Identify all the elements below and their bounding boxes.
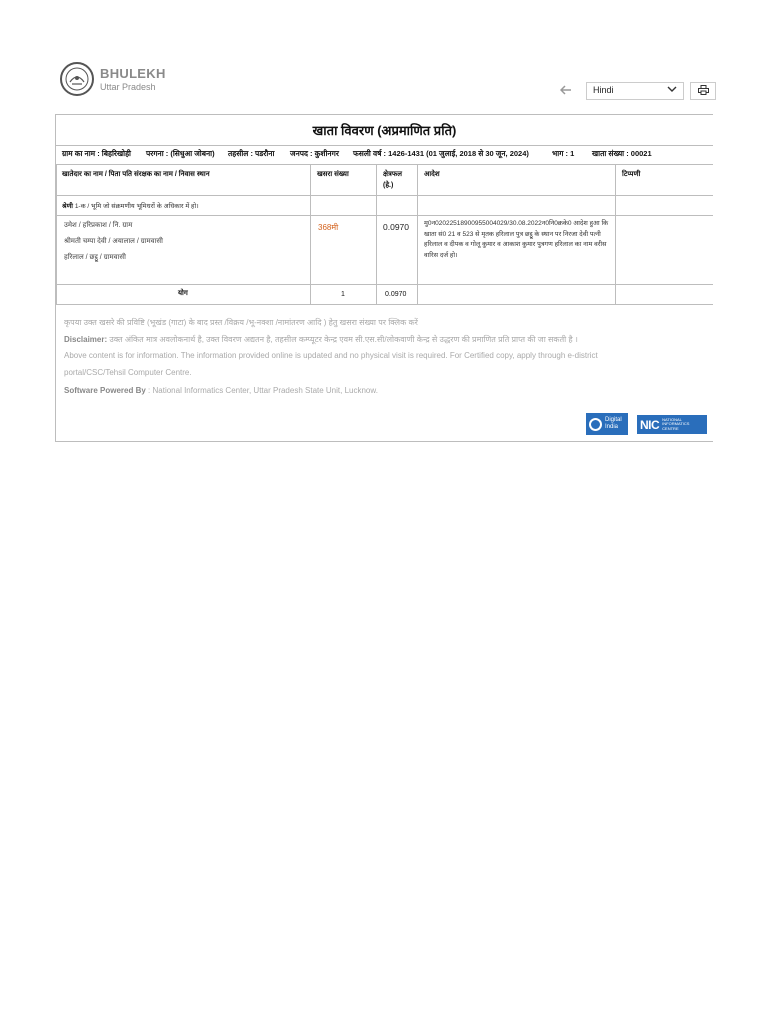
- digital-india-logo[interactable]: [586, 413, 628, 435]
- digital-india-icon: [589, 418, 602, 431]
- pargana-name: परगना : (सिधुआ जोबना): [146, 149, 215, 158]
- digital-india-word: India: [605, 424, 619, 430]
- powered-by: [64, 386, 378, 395]
- nic-wordmark: NIC: [640, 417, 660, 432]
- english-info-line: Above content is for information. The information provided online is updated and no physical visit is required. For Certified copy, apply through e-district: [64, 351, 598, 360]
- category-label: श्रेणी: [62, 203, 73, 210]
- total-area: 0.0970: [385, 291, 407, 298]
- owner-entry: हरिलाल / छट्ठू / ग्रामवासी: [64, 254, 126, 261]
- column-divider: [376, 164, 377, 304]
- area-header-unit: (हे.): [383, 182, 394, 189]
- english-info-line: portal/CSC/Tehsil Computer Centre.: [64, 368, 192, 377]
- category-text: 1-क / भूमि जो संक्रमणीय भूमिधरों के अधिकार में हो।: [74, 203, 199, 210]
- fasli-year: फसली वर्ष : 1426-1431 (01 जुलाई, 2018 से 30 जून, 2024): [353, 149, 529, 158]
- language-select[interactable]: [586, 82, 684, 100]
- column-divider: [56, 164, 57, 304]
- digital-india-word: Digital: [605, 417, 622, 423]
- site-header: [58, 60, 718, 106]
- column-divider: [310, 164, 311, 304]
- disclaimer-label: Disclaimer:: [64, 335, 108, 344]
- powered-by-text: : National Informatics Center, Uttar Pradesh State Unit, Lucknow.: [148, 386, 378, 395]
- powered-by-label: Software Powered By: [64, 386, 146, 395]
- record-meta-row: [56, 149, 713, 161]
- column-divider: [417, 164, 418, 304]
- divider: [56, 145, 713, 146]
- nic-name-line: INFORMATICS: [662, 421, 690, 427]
- total-plot-count: 1: [341, 291, 345, 298]
- column-divider: [615, 164, 616, 304]
- tehsil-name: तहसील : पडरौना: [228, 149, 275, 158]
- khata-number: खाता संख्या : 00021: [592, 149, 652, 158]
- area-value: 0.0970: [383, 222, 409, 232]
- plot-click-note: कृपया उक्त खसरे की प्रविष्टि (भूखंड (गाटा) के बाद प्रस्त /विक्रय /भू-नक्शा /नामांतरण आदि ) हेतु खसरा संख्या पर क्लिक करें: [64, 318, 418, 327]
- column-header-order: आदेश: [424, 171, 440, 178]
- divider: [56, 304, 713, 305]
- nic-name-line: NATIONAL: [662, 416, 682, 422]
- land-category: [62, 201, 199, 210]
- plot-number-link[interactable]: 368मी: [318, 223, 339, 232]
- print-button[interactable]: [690, 82, 716, 100]
- column-header-owner: खातेदार का नाम / पिता पति संरक्षक का नाम / निवास स्थान: [62, 171, 210, 178]
- digital-india-text: [605, 417, 622, 431]
- up-emblem-icon: [60, 62, 94, 96]
- disclaimer-text: उक्त अंकित मात्र अवलोकनार्थ है, उक्त विवरण अद्यतन है, तहसील कम्प्यूटर केन्द्र एवम सी.एस.सी/लोकवाणी केन्द्र से उद्धरण की प्रमाणित प्रति प्राप्त की जा सकती है ।: [109, 335, 578, 344]
- total-label: योग: [178, 290, 188, 297]
- nic-full-name: [662, 418, 689, 432]
- back-arrow-icon[interactable]: [560, 84, 574, 98]
- district-name: जनपद : कुशीनगर: [290, 149, 339, 158]
- language-selected-value: Hindi: [593, 85, 614, 95]
- khata-details-panel: [55, 114, 713, 442]
- column-header-area: [383, 169, 402, 191]
- brand-name: BHULEKH: [100, 66, 166, 81]
- nic-logo[interactable]: [637, 415, 707, 434]
- column-header-plot: खसरा संख्या: [317, 171, 349, 178]
- document-title: खाता विवरण (अप्रमाणित प्रति): [312, 123, 457, 138]
- chevron-down-icon: [667, 84, 677, 97]
- owner-entry: श्रीमती चम्पा देवी / अयालाल / ग्रामवासी: [64, 238, 163, 245]
- disclaimer: [64, 334, 578, 345]
- nic-name-line: CENTRE: [662, 425, 679, 431]
- area-header-label: क्षेत्रफल: [383, 171, 403, 178]
- printer-icon: [698, 82, 709, 100]
- brand-subtitle: Uttar Pradesh: [100, 82, 156, 92]
- order-text: मु0न0202251890095500​4029/30.08.2022न0नि0क्रके0 आदेश हुआ कि खाता सं0 21 व 523 से मृतक हरिलाल पुत्र छट्ठू के स्थान पर निरजा देवी पत्नी हरिलाल व दीपक व गोलू कुमार व आकाश कुमार पुत्रगण हरिलाल का नाम वरीस वारिस दर्ज हो।: [424, 220, 609, 259]
- column-header-remarks: टिप्पणी: [622, 171, 641, 178]
- part-number: भाग : 1: [552, 149, 575, 158]
- village-name: ग्राम का नाम : बिहरिखोही: [62, 149, 132, 158]
- owner-entry: उमेश / हरिप्रकाश / नि. ग्राम: [64, 222, 133, 229]
